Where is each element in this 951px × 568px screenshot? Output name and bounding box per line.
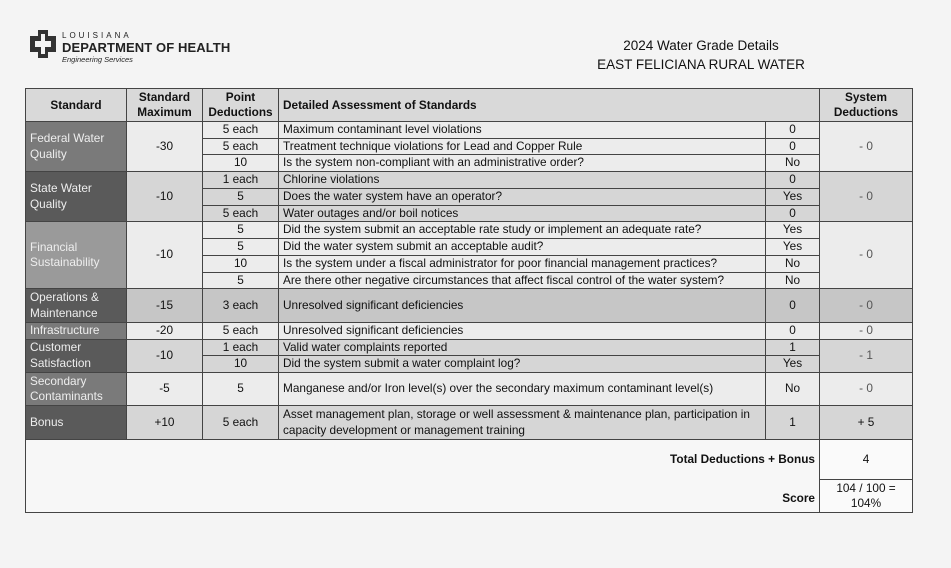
system-deduction: - 1 [820,339,913,373]
standard-maximum: -10 [127,339,203,373]
assessment-text: Unresolved significant deficiencies [279,289,766,323]
point-deduction: 5 [203,188,279,205]
point-deduction: 1 each [203,339,279,356]
logo-subtitle: Engineering Services [62,55,133,64]
standard-maximum: -5 [127,373,203,406]
table-row [26,406,913,440]
point-deduction: 5 each [203,122,279,139]
col-standard: Standard [26,89,127,122]
standard-federal-water-quality: Federal Water Quality [26,122,127,172]
assessment-value: 0 [766,323,820,340]
system-deduction: - 0 [820,289,913,323]
score-value: 104 / 100 = 104% [820,480,913,513]
standard-maximum: +10 [127,406,203,440]
assessment-text: Are there other negative circumstances that affect fiscal control of the water system? [279,272,766,289]
standard-maximum: -10 [127,222,203,289]
assessment-value: No [766,272,820,289]
col-assessment: Detailed Assessment of Standards [279,89,820,122]
assessment-text: Maximum contaminant level violations [279,122,766,139]
score-label: Score [26,480,820,513]
point-deduction: 5 [203,239,279,256]
col-standard-maximum: Standard Maximum [127,89,203,122]
assessment-value: 0 [766,138,820,155]
table-header-row [26,89,913,122]
col-point-deductions: Point Deductions [203,89,279,122]
system-deduction: + 5 [820,406,913,440]
point-deduction: 5 [203,373,279,406]
standard-secondary-contaminants: Secondary Contaminants [26,373,127,406]
table-row [26,172,913,189]
assessment-value: 1 [766,339,820,356]
assessment-text: Is the system non-compliant with an administrative order? [279,155,766,172]
system-deduction: - 0 [820,323,913,340]
point-deduction: 5 each [203,406,279,440]
standard-maximum: -30 [127,122,203,172]
assessment-value: Yes [766,239,820,256]
assessment-text: Unresolved significant deficiencies [279,323,766,340]
assessment-value: 0 [766,172,820,189]
table-row [26,373,913,406]
standard-bonus: Bonus [26,406,127,440]
table-row [26,289,913,323]
point-deduction: 5 [203,222,279,239]
point-deduction: 10 [203,155,279,172]
title-line-2: EAST FELICIANA RURAL WATER [597,57,805,72]
point-deduction: 5 each [203,138,279,155]
assessment-text: Did the system submit an acceptable rate study or implement an adequate rate? [279,222,766,239]
assessment-value: Yes [766,356,820,373]
standard-maximum: -15 [127,289,203,323]
health-cross-icon [30,30,56,58]
logo-state: LOUISIANA [62,31,132,40]
assessment-text: Is the system under a fiscal administrator for poor financial management practices? [279,255,766,272]
total-value: 4 [820,440,913,480]
system-deduction: - 0 [820,172,913,222]
table-row [26,222,913,239]
standard-maximum: -10 [127,172,203,222]
assessment-value: Yes [766,222,820,239]
system-deduction: - 0 [820,222,913,289]
water-grade-table [25,88,913,513]
standard-maximum: -20 [127,323,203,340]
point-deduction: 5 each [203,205,279,222]
col-system-deductions: System Deductions [820,89,913,122]
document-title [560,36,842,74]
assessment-text: Does the water system have an operator? [279,188,766,205]
assessment-text: Asset management plan, storage or well assessment & maintenance plan, participation in capacity development or management training [279,406,766,440]
score-row [26,480,913,513]
assessment-value: 0 [766,289,820,323]
assessment-text: Did the system submit a water complaint log? [279,356,766,373]
assessment-value: 0 [766,205,820,222]
assessment-value: Yes [766,188,820,205]
point-deduction: 10 [203,356,279,373]
ldh-logo [30,30,250,66]
total-row [26,440,913,480]
point-deduction: 10 [203,255,279,272]
standard-operations-maintenance: Operations & Maintenance [26,289,127,323]
standard-infrastructure: Infrastructure [26,323,127,340]
point-deduction: 3 each [203,289,279,323]
point-deduction: 1 each [203,172,279,189]
assessment-value: No [766,255,820,272]
assessment-value: No [766,155,820,172]
assessment-value: 0 [766,122,820,139]
assessment-text: Valid water complaints reported [279,339,766,356]
table-row [26,339,913,356]
assessment-text: Chlorine violations [279,172,766,189]
assessment-text: Treatment technique violations for Lead and Copper Rule [279,138,766,155]
assessment-value: 1 [766,406,820,440]
assessment-text: Manganese and/or Iron level(s) over the secondary maximum contaminant level(s) [279,373,766,406]
system-deduction: - 0 [820,373,913,406]
table-row [26,323,913,340]
standard-customer-satisfaction: Customer Satisfaction [26,339,127,373]
point-deduction: 5 each [203,323,279,340]
standard-state-water-quality: State Water Quality [26,172,127,222]
title-line-1: 2024 Water Grade Details [623,38,779,53]
point-deduction: 5 [203,272,279,289]
standard-financial-sustainability: Financial Sustainability [26,222,127,289]
assessment-value: No [766,373,820,406]
system-deduction: - 0 [820,122,913,172]
logo-department: DEPARTMENT OF HEALTH [62,40,231,55]
total-label: Total Deductions + Bonus [26,440,820,480]
assessment-text: Water outages and/or boil notices [279,205,766,222]
assessment-text: Did the water system submit an acceptable audit? [279,239,766,256]
table-row [26,122,913,139]
